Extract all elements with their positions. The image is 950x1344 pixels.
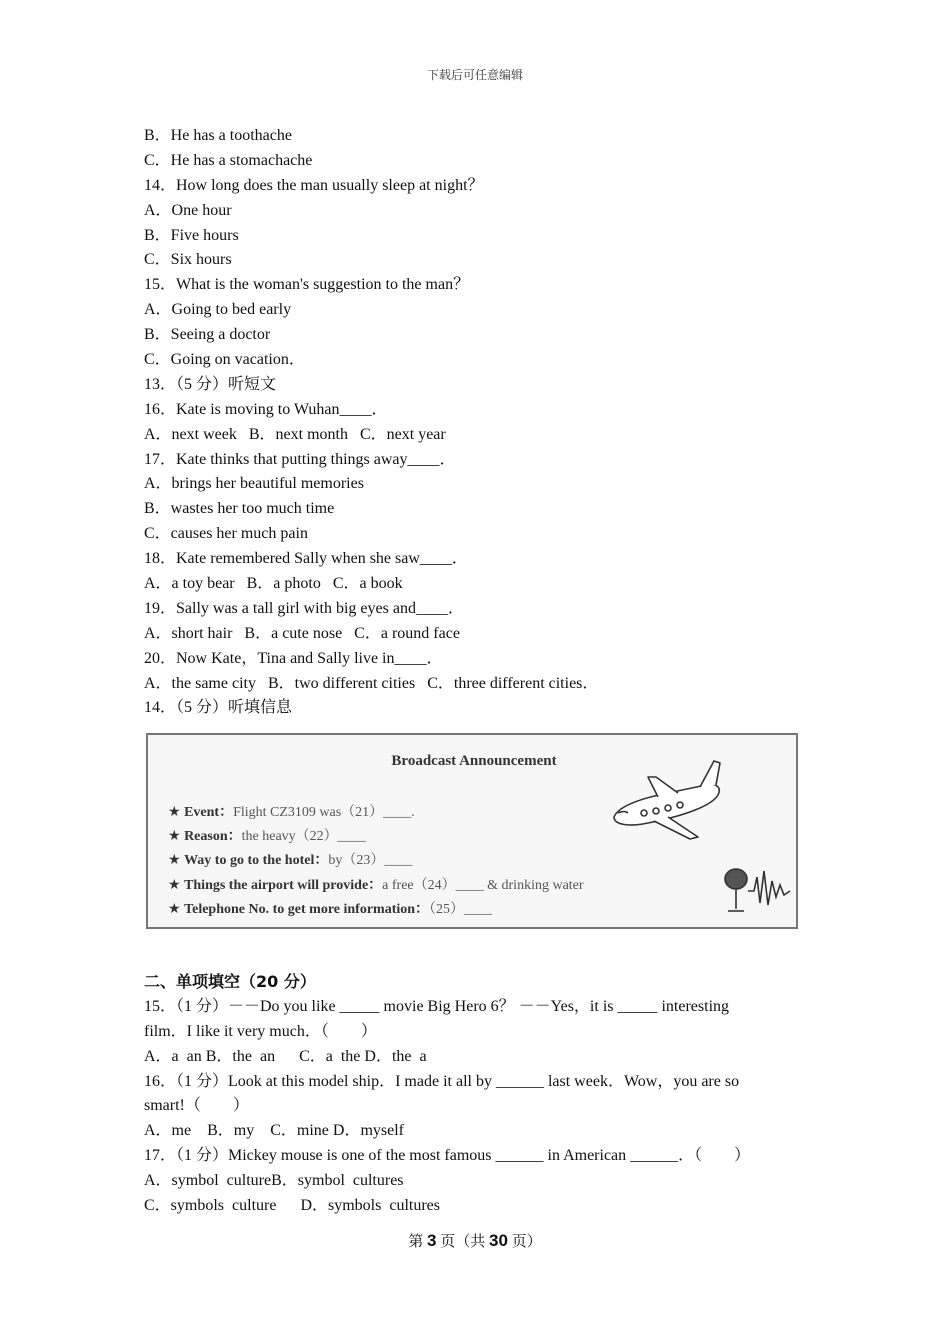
announcement-items bbox=[168, 801, 584, 922]
question-line: 14．How long does the man usually sleep at night？ bbox=[144, 176, 484, 194]
item-text: the heavy（22）____ bbox=[241, 829, 366, 845]
question-line: C．Six hours bbox=[144, 251, 232, 269]
broadcast-announcement-figure bbox=[146, 733, 798, 929]
item-label: Things the airport will provide： bbox=[184, 877, 383, 893]
item-text: （25）____ bbox=[429, 901, 493, 917]
question-line: A．brings her beautiful memories bbox=[144, 475, 364, 493]
announcement-item: ★ Things the airport will provide：a free（24）____ & drinking water bbox=[168, 877, 584, 893]
item-label: Event： bbox=[184, 805, 234, 820]
footer-middle: 页（共 bbox=[436, 1234, 490, 1250]
footer-prefix: 第 bbox=[408, 1234, 428, 1250]
question-line: 15．（1 分）－－Do you like _____ movie Big Hero 6？ －－Yes，it is _____ interesting bbox=[144, 997, 730, 1015]
figure-title: Broadcast Announcement bbox=[391, 753, 557, 769]
question-line: B．Seeing a doctor bbox=[144, 326, 271, 344]
microphone-icon bbox=[720, 865, 796, 915]
question-line: 18．Kate remembered Sally when she saw____． bbox=[144, 550, 468, 568]
announcement-item: ★ Telephone No. to get more information：（25）____ bbox=[168, 901, 493, 917]
section-2 bbox=[144, 970, 804, 1219]
question-line: B．Five hours bbox=[144, 226, 239, 244]
item-text: a free（24）____ & drinking water bbox=[382, 877, 584, 893]
question-line: A．Going to bed early bbox=[144, 301, 292, 319]
page-number: 3 bbox=[427, 1231, 437, 1250]
question-line: 17．（1 分）Mickey mouse is one of the most famous ______ in American ______．（ ） bbox=[144, 1147, 751, 1165]
question-line: 13．（5 分）听短文 bbox=[144, 375, 277, 393]
item-label: Way to go to the hotel： bbox=[184, 853, 329, 869]
question-line: A．symbol cultureB．symbol cultures bbox=[144, 1172, 404, 1190]
question-list bbox=[144, 124, 804, 721]
question-line: 20．Now Kate，Tina and Sally live in____． bbox=[144, 649, 443, 667]
item-text: Flight CZ3109 was（21）____. bbox=[233, 805, 415, 820]
question-line: B．He has a toothache bbox=[144, 127, 292, 144]
question-line: A．next week B．next month C．next year bbox=[144, 425, 446, 443]
announcement-item: ★ Reason：the heavy（22）____ bbox=[168, 829, 366, 845]
question-line: 16．（1 分）Look at this model ship．I made it all by ______ last week．Wow，you are so bbox=[144, 1072, 740, 1090]
page-footer bbox=[0, 1230, 950, 1251]
question-line: 16．Kate is moving to Wuhan____． bbox=[144, 400, 388, 418]
footer-suffix: 页） bbox=[507, 1234, 542, 1250]
item-label: Reason： bbox=[184, 829, 242, 845]
question-line: 19．Sally was a tall girl with big eyes and____． bbox=[144, 599, 464, 617]
item-text: by（23）____ bbox=[328, 853, 413, 869]
question-line: A．me B．my C．mine D．myself bbox=[144, 1122, 404, 1140]
question-line: 17．Kate thinks that putting things away____． bbox=[144, 450, 456, 468]
question-line: 14．（5 分）听填信息 bbox=[144, 699, 293, 717]
announcement-item: ★ Event：Flight CZ3109 was（21）____. bbox=[168, 805, 415, 820]
question-line: 15．What is the woman's suggestion to the man？ bbox=[144, 276, 470, 294]
question-line: A．One hour bbox=[144, 201, 232, 219]
question-line: C．causes her much pain bbox=[144, 525, 308, 543]
item-label: Telephone No. to get more information： bbox=[184, 901, 430, 917]
question-line: A．the same city B．two different cities C．three different cities． bbox=[144, 674, 599, 692]
question-line: C．He has a stomachache bbox=[144, 151, 313, 169]
question-line: film．I like it very much．（ ） bbox=[144, 1022, 377, 1040]
question-line: A．a toy bear B．a photo C．a book bbox=[144, 575, 403, 593]
page-total: 30 bbox=[489, 1231, 508, 1250]
question-line: C．Going on vacation． bbox=[144, 351, 305, 369]
page-header: 下载后可任意编辑 bbox=[426, 68, 523, 82]
announcement-item: ★ Way to go to the hotel：by（23）____ bbox=[168, 853, 413, 869]
question-line: C．symbols culture D．symbols cultures bbox=[144, 1197, 440, 1215]
question-line: A．a an B．the an C．a the D．the a bbox=[144, 1047, 427, 1065]
question-line: B．wastes her too much time bbox=[144, 500, 335, 518]
question-line: A．short hair B．a cute nose C．a round face bbox=[144, 624, 460, 642]
question-line: smart!（ ） bbox=[144, 1097, 249, 1115]
airplane-icon bbox=[608, 755, 738, 845]
section-heading: 二、单项填空（20 分） bbox=[144, 972, 316, 991]
